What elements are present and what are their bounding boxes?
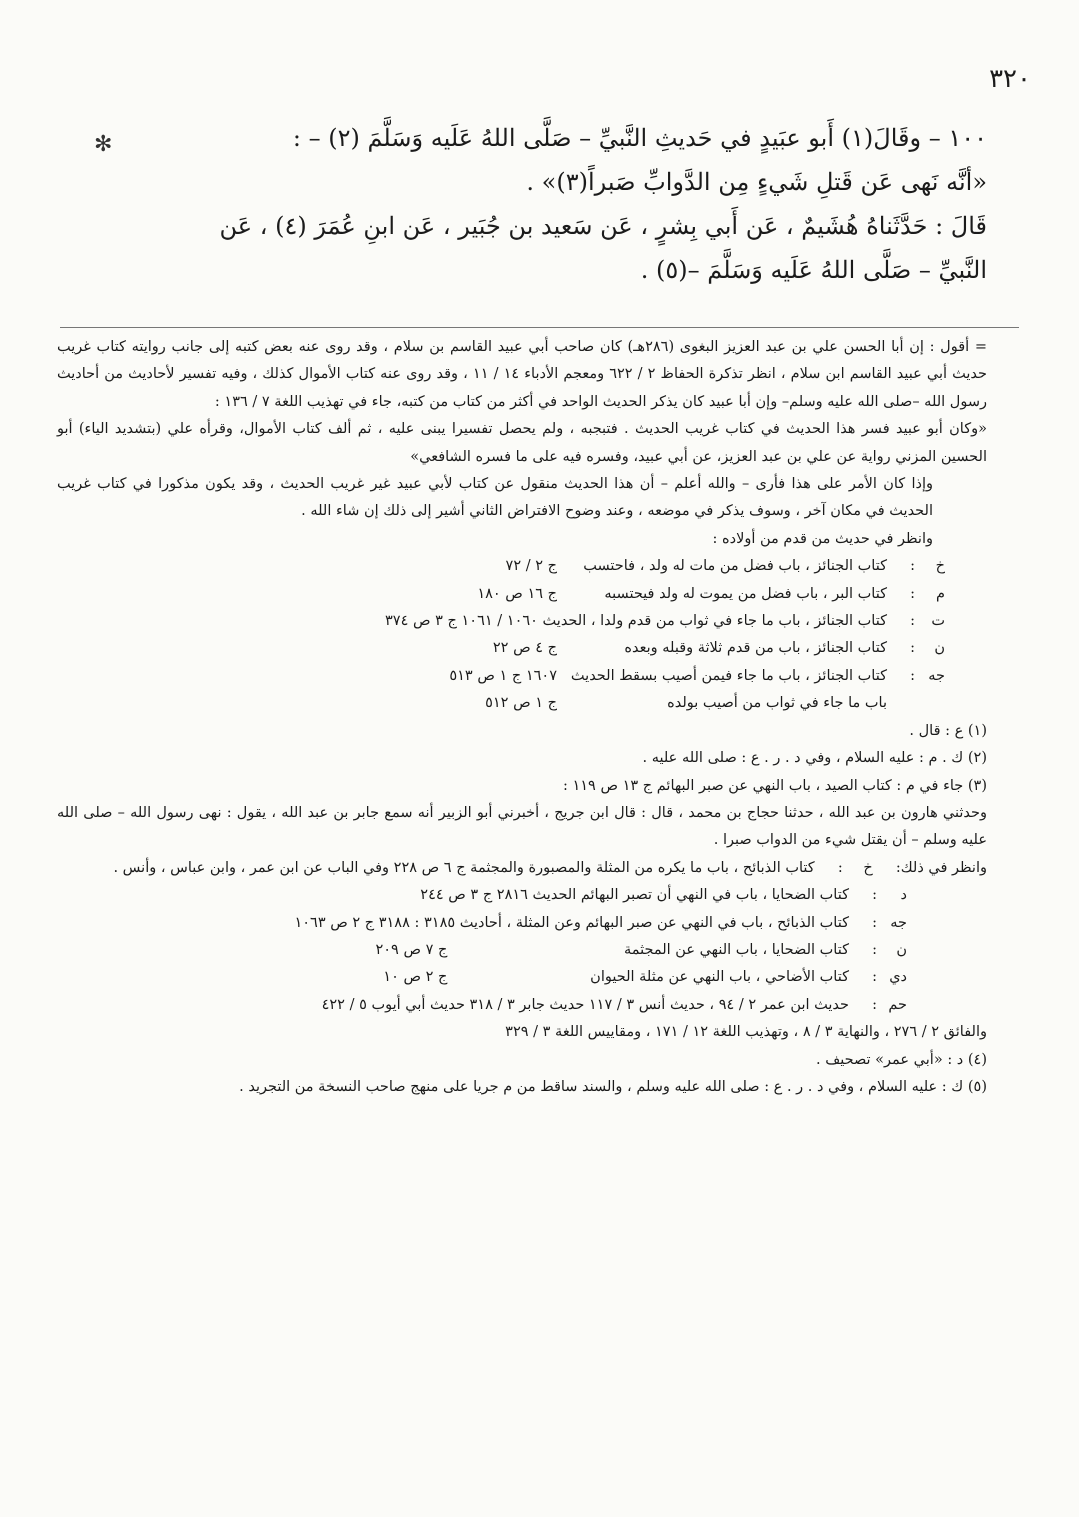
table-row — [307, 553, 945, 580]
separator: : — [837, 859, 843, 876]
footnotes-area — [57, 334, 987, 1101]
source-abbr: م — [936, 585, 945, 602]
table-row — [289, 882, 907, 909]
source-title: كتاب البر ، باب فضل من يموت له ولد فيحتسبه — [604, 585, 887, 602]
references-table-2 — [289, 882, 907, 1019]
source-title: كتاب الجنائز ، باب ما جاء فيمن أصيب بسقط الحديث — [570, 667, 887, 684]
source-title: حديث ابن عمر ٢ / ٩٤ ، حديث أنس ٣ / ١١٧ حديث جابر ٣ / ٣١٨ حديث أبي أيوب ٥ / ٤٢٢ — [321, 996, 849, 1013]
footnote-5: (٥) ك : عليه السلام ، وفي د . ر . ع : صلى الله عليه وسلم ، والسند ساقط من م جريا على منهج صاحب النسخة من التجريد . — [239, 1078, 987, 1095]
separator: : — [910, 585, 915, 602]
source-abbr: جه — [928, 667, 945, 684]
table-row — [307, 608, 945, 635]
source-title: باب ما جاء في ثواب من أصيب بولده — [667, 695, 887, 712]
hadith-line-4: النَّبيِّ – صَلَّى اللهُ عَلَيه وَسَلَّمَ –(٥) . — [640, 256, 987, 284]
separator: : — [872, 969, 877, 986]
hadith-line-2: «أنَّه نَهى عَن قَتلِ شَيءٍ مِن الدَّوابِّ صَبراً(٣)» . — [526, 168, 987, 196]
footnote-3-references: والفائق ٢ / ٢٧٦ ، والنهاية ٣ / ٨ ، وتهذيب اللغة ١٢ / ١٧١ ، ومقاييس اللغة ٣ / ٣٢٩ — [505, 1024, 987, 1041]
source-title: كتاب الذبائح ، باب في النهي عن صبر البهائم وعن المثلة ، أحاديث ٣١٨٥ : ٣١٨٨ ج ٢ ص ١٠٦٣ — [294, 914, 849, 931]
source-abbr: ن — [934, 640, 945, 657]
source-citation: ج ٢ ص ١٠ — [383, 969, 448, 986]
separator: : — [910, 613, 915, 630]
source-abbr: ن — [896, 941, 907, 958]
source-citation: ج ٢ / ٧٢ — [505, 558, 557, 575]
footnote-3: (٣) جاء في م : كتاب الصيد ، باب النهي عن صبر البهائم ج ١٣ ص ١١٩ : — [562, 777, 987, 794]
see-also-heading: وانظر في حديث من قدم من أولاده : — [712, 530, 933, 547]
separator: : — [872, 914, 877, 931]
separator — [887, 690, 915, 717]
page-number: ٣٢٠ — [989, 64, 1031, 94]
footnote-2: (٢) ك . م : عليه السلام ، وفي د . ر . ع : صلى الله عليه . — [642, 750, 987, 767]
footnote-4: (٤) د : «أبي عمر» تصحيف . — [815, 1051, 987, 1068]
see-also-row — [65, 855, 987, 882]
source-title: كتاب الذبائح ، باب ما يكره من المثلة والمصبورة والمجثمة ج ٦ ص ٢٢٨ وفي الباب عن ابن عمر ، وابن عباس ، وأنس . — [113, 859, 815, 876]
source-abbr: خ — [935, 558, 945, 575]
table-row — [307, 663, 945, 690]
source-title: كتاب الضحايا ، باب في النهي أن تصبر البهائم الحديث ٢٨١٦ ج ٣ ص ٢٤٤ — [420, 887, 849, 904]
source-abbr: جه — [890, 914, 907, 931]
margin-mark-icon: ✻ — [94, 132, 113, 157]
separator: : — [872, 887, 877, 904]
source-abbr: ت — [931, 613, 945, 630]
table-row — [289, 964, 907, 991]
table-row — [65, 855, 987, 882]
commentary-paragraph-1: = أقول : إن أبا الحسن علي بن عبد العزيز البغوى (٢٨٦هـ) كان صاحب أبي عبيد القاسم بن سلام ، وقد روى عنه بعض كتبه إلى جانب روايته كتاب غريب حديث أبي عبيد القاسم ابن سلام ، انظر تذكرة الحفاظ ٢ / ٦٢٢ ومعجم الأدباء ١٤ / ١١ ، وقد روى عنه كتاب الأموال كذلك ، وفيه تفسير لأحاديث من أحاديث رسول الله –صلى الله عليه وسلم– وإن أبا عبيد كان يذكر الحديث الواحد في أكثر من كتاب من كتبه، جاء في تهذيب اللغة ٧ / ١٣٦ : — [57, 339, 987, 410]
table-row — [289, 937, 907, 964]
separator: : — [895, 859, 901, 876]
footnote-divider — [60, 327, 1019, 328]
hadith-text — [87, 116, 987, 292]
footnote-3-quote: وحدثني هارون بن عبد الله ، حدثنا حجاج بن محمد ، قال : قال ابن جريج ، أخبرني أبو الزبير أنه سمع جابر بن عبد الله ، يقول : نهى رسول الله – صلى الله عليه وسلم – أن يقتل شيء من الدواب صبرا . — [57, 804, 987, 849]
separator: : — [910, 558, 915, 575]
source-citation: ج ١ ص ٥١٢ — [485, 695, 557, 712]
separator: : — [872, 941, 877, 958]
source-abbr: د — [900, 887, 907, 904]
source-citation: ج ٤ ص ٢٢ — [492, 640, 557, 657]
footnote-1: (١) ع : قال . — [909, 722, 987, 739]
table-row — [289, 992, 907, 1019]
source-citation: ج ١٦ ص ١٨٠ — [477, 585, 557, 602]
table-row — [289, 910, 907, 937]
source-title: كتاب الأضاحي ، باب النهي عن مثلة الحيوان — [590, 969, 849, 986]
table-row — [307, 690, 945, 717]
see-also-label: وانظر في ذلك — [900, 859, 987, 876]
hadith-line-3: قَالَ : حَدَّثَناهُ هُشَيمٌ ، عَن أَبي بِشرٍ ، عَن سَعيد بن جُبَير ، عَن ابنِ عُمَرَ (٤) ، عَن — [219, 212, 987, 240]
separator: : — [910, 640, 915, 657]
commentary-quote: «وكان أبو عبيد فسر هذا الحديث في كتاب غريب الحديث . فتبجبه ، ولم يحصل تفسيرا يبنى عليه ، ثم ألف كتاب الأموال، وقرأه علي (بتشديد الياء) أبو الحسين المزني رواية عن علي بن عبد العزيز، عن أبي عبيد، وفسره فيه على ما فسره الشافعي» — [57, 421, 987, 465]
separator: : — [910, 667, 915, 684]
source-abbr: خ — [863, 859, 873, 876]
table-row — [307, 581, 945, 608]
source-citation: ج ٧ ص ٢٠٩ — [375, 941, 448, 958]
source-abbr — [915, 690, 945, 717]
source-title: كتاب الجنائز ، باب فضل من مات له ولد ، فاحتسب — [583, 558, 887, 575]
separator: : — [872, 996, 877, 1013]
source-abbr: حم — [888, 996, 907, 1013]
references-table-1 — [307, 553, 945, 717]
source-title: كتاب الجنائز ، باب ما جاء في ثواب من قدم ولدا ، الحديث ١٠٦٠ / ١٠٦١ ج ٣ ص ٣٧٤ — [385, 613, 887, 630]
source-title: كتاب الضحايا ، باب النهي عن المجثمة — [623, 941, 849, 958]
source-title: كتاب الجنائز ، باب من قدم ثلاثة وقبله وبعده — [624, 640, 887, 657]
hadith-line-1: ١٠٠ – وقَالَ(١) أَبو عبَيدٍ في حَديثِ النَّبيِّ – صَلَّى اللهُ عَلَيه وَسَلَّمَ (٢) – : — [292, 124, 987, 152]
commentary-paragraph-3: وإذا كان الأمر على هذا فأرى – والله أعلم – أن هذا الحديث منقول عن كتاب لأبي عبيد غير غريب الحديث ، وقد يكون مذكورا في كتاب غريب الحديث في مكان آخر ، وسوف يذكر في موضعه ، وعند وضوح الافتراض الثاني أشير إلى ذلك إن شاء الله . — [57, 476, 933, 520]
source-abbr: دي — [889, 969, 907, 986]
source-citation: ١٦٠٧ ج ١ ص ٥١٣ — [449, 667, 557, 684]
table-row — [307, 635, 945, 662]
